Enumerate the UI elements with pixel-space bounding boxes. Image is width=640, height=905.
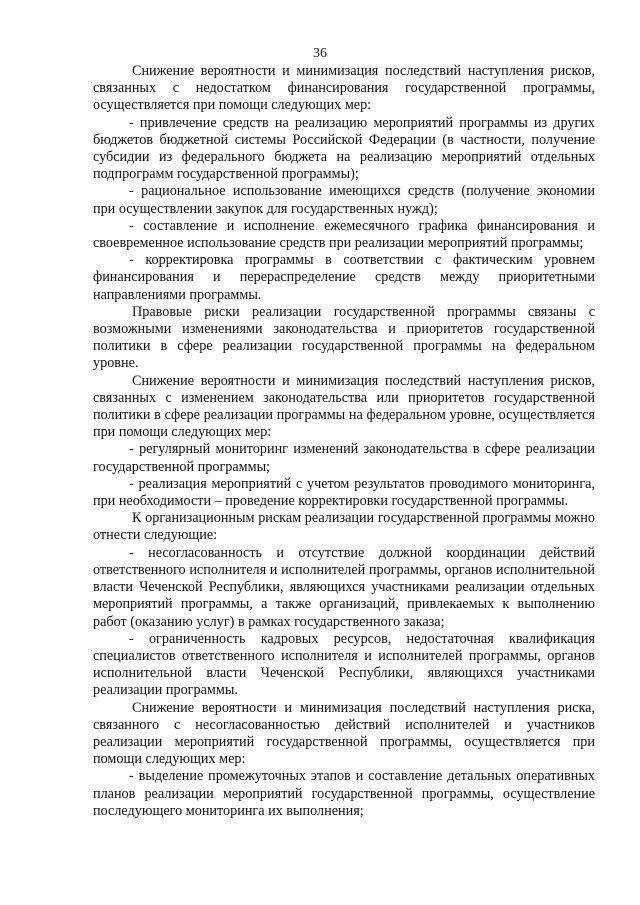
list-item: - рациональное использование имеющихся средств (получение экономии при осуществлении закупок для государственных нужд);	[93, 183, 595, 217]
list-item: - составление и исполнение ежемесячного графика финансирования и своевременное использование средств при реализации мероприятий программы;	[93, 217, 595, 252]
paragraph-organizational-risk-mitigation: Снижение вероятности и минимизация последствий наступления риска, связанного с несогласованностью действий исполнителей и участников реализации мероприятий государственной программы, осуществляется при помощи следующих мер:	[93, 699, 595, 768]
list-item: - привлечение средств на реализацию мероприятий программы из других бюджетов бюджетной системы Российской Федерации (в частности, получение субсидии из федерального бюджета на реализацию мероприятий отдельных подпрограмм государственной программы);	[93, 114, 595, 183]
list-item: - ограниченность кадровых ресурсов, недостаточная квалификация специалистов ответственного исполнителя и исполнителей программы, органов исполнительной власти Чеченской Республики, являющихся участниками реализации программы.	[93, 630, 595, 699]
list-item: - реализация мероприятий с учетом результатов проводимого мониторинга, при необходимости – проведение корректировки государственной программы.	[93, 475, 595, 510]
list-item: - несогласованность и отсутствие должной координации действий ответственного исполнителя и исполнителей программы, органов исполнительной власти Чеченской Республики, являющихся участниками реализации отдельных мероприятий программы, а также организаций, привлекаемых к выполнению работ (оказанию услуг) в рамках государственного заказа;	[93, 544, 595, 630]
list-item: - корректировка программы в соответствии с фактическим уровнем финансирования и перераспределение средств между приоритетными направлениями программы.	[93, 252, 595, 303]
paragraph-legal-risks: Правовые риски реализации государственной программы связаны с возможными изменениями законодательства и приоритетов государственной политики в сфере реализации государственной программы на федеральном уровне.	[93, 303, 595, 372]
page-number: 36	[313, 46, 327, 61]
paragraph-legal-risk-mitigation: Снижение вероятности и минимизация последствий наступления рисков, связанных с изменением законодательства или приоритетов государственной политики в сфере реализации программы на федеральном уровне, осуществляется при помощи следующих мер:	[93, 372, 595, 441]
page-body	[93, 63, 595, 820]
paragraph-financing-risk-mitigation: Снижение вероятности и минимизация последствий наступления рисков, связанных с недостатком финансирования государственной программы, осуществляется при помощи следующих мер:	[93, 63, 595, 114]
list-item: - регулярный мониторинг изменений законодательства в сфере реализации государственной программы;	[93, 441, 595, 475]
paragraph-organizational-risks: К организационным рискам реализации государственной программы можно отнести следующие:	[93, 510, 595, 544]
list-item: - выделение промежуточных этапов и составление детальных оперативных планов реализации мероприятий государственной программы, осуществление последующего мониторинга их выполнения;	[93, 768, 595, 819]
